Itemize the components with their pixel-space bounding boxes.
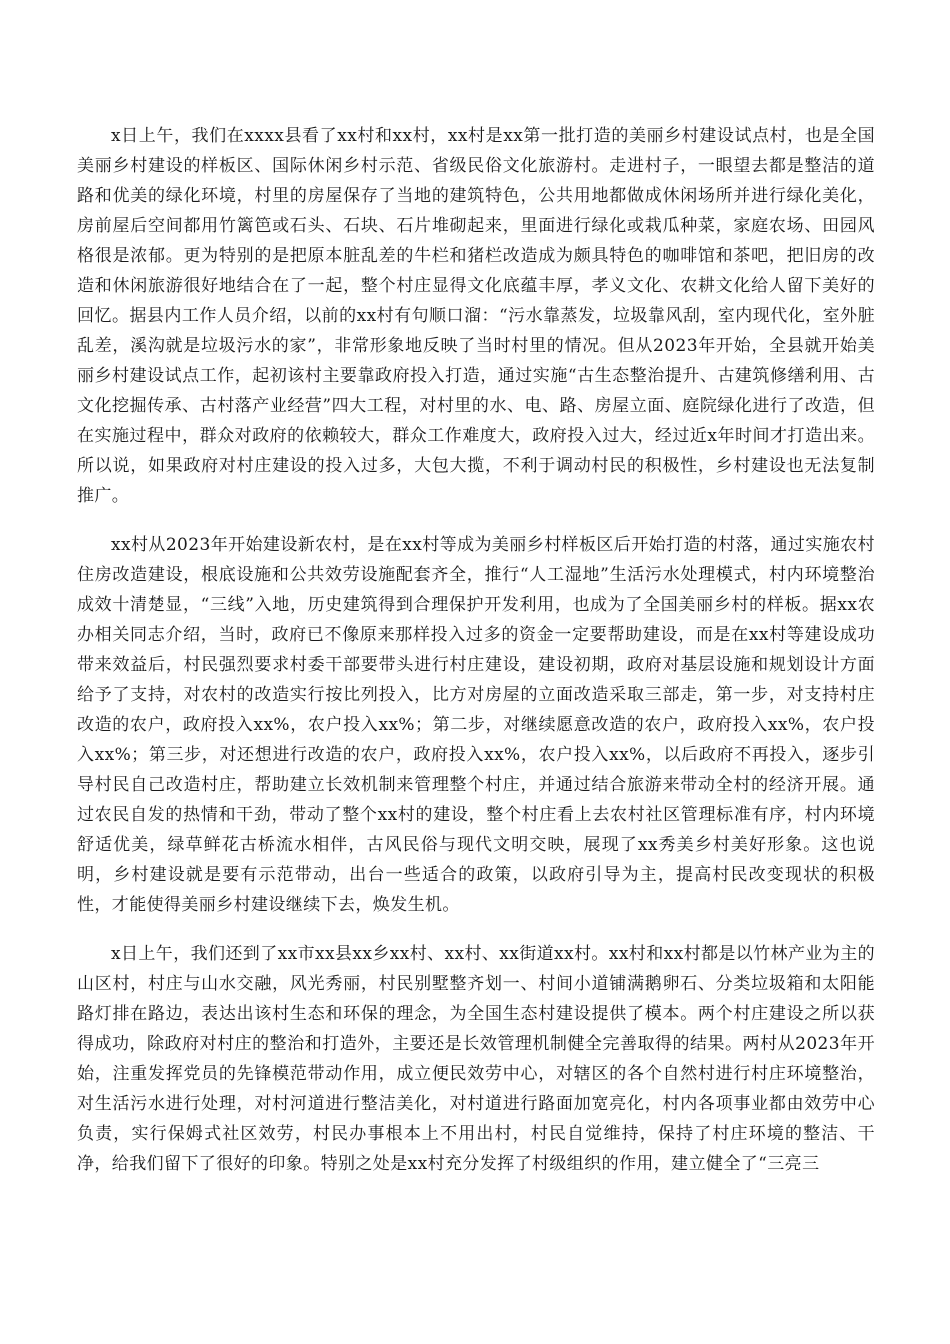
paragraph-1: x日上午，我们在xxxx县看了xx村和xx村，xx村是xx第一批打造的美丽乡村建设试点村，也是全国美丽乡村建设的样板区、国际休闲乡村示范、省级民俗文化旅游村。走进村子，一眼望去都是整洁的道路和优美的绿化环境，村里的房屋保存了当地的建筑特色，公共用地都做成休闲场所并进行绿化美化，房前屋后空间都用竹篱笆或石头、石块、石片堆砌起来，里面进行绿化或栽瓜种菜，家庭农场、田园风格很是浓郁。更为特别的是把原本脏乱差的牛栏和猪栏改造成为颇具特色的咖啡馆和茶吧，把旧房的改造和休闲旅游很好地结合在了一起，整个村庄显得文化底蕴丰厚，孝义文化、农耕文化给人留下美好的回忆。据县内工作人员介绍，以前的xx村有句顺口溜：“污水靠蒸发，垃圾靠风刮，室内现代化，室外脏乱差，溪沟就是垃圾污水的家”，非常形象地反映了当时村里的情况。但从2023年开始，全县就开始美丽乡村建设试点工作，起初该村主要靠政府投入打造，通过实施“古生态整治提升、古建筑修缮利用、古文化挖掘传承、古村落产业经营”四大工程，对村里的水、电、路、房屋立面、庭院绿化进行了改造，但在实施过程中，群众对政府的依赖较大，群众工作难度大，政府投入过大，经过近x年时间才打造出来。所以说，如果政府对村庄建设的投入过多，大包大揽，不利于调动村民的积极性，乡村建设也无法复制推广。 bbox=[77, 126, 875, 506]
paragraph-2: xx村从2023年开始建设新农村，是在xx村等成为美丽乡村样板区后开始打造的村落，通过实施农村住房改造建设，根底设施和公共效劳设施配套齐全，推行“人工湿地”生活污水处理模式，村内环境整治成效十清楚显，“三线”入地，历史建筑得到合理保护开发利用，也成为了全国美丽乡村的样板。据xx农办相关同志介绍，当时，政府已不像原来那样投入过多的资金一定要帮助建设，而是在xx村等建设成功带来效益后，村民强烈要求村委干部要带头进行村庄建设，建设初期，政府对基层设施和规划设计方面给予了支持，对农村的改造实行按比列投入，比方对房屋的立面改造采取三部走，第一步，对支持村庄改造的农户，政府投入xx%，农户投入xx%；第二步，对继续愿意改造的农户，政府投入xx%，农户投入xx%；第三步，对还想进行改造的农户，政府投入xx%，农户投入xx%，以后政府不再投入，逐步引导村民自己改造村庄，帮助建立长效机制来管理整个村庄，并通过结合旅游来带动全村的经济开展。通过农民自发的热情和干劲，带动了整个xx村的建设，整个村庄看上去农村社区管理标准有序，村内环境舒适优美，绿草鲜花古桥流水相伴，古风民俗与现代文明交映，展现了xx秀美乡村美好形象。这也说明，乡村建设就是要有示范带动，出台一些适合的政策，以政府引导为主，提高村民改变现状的积极性，才能使得美丽乡村建设继续下去，焕发生机。 bbox=[77, 535, 875, 915]
document-body bbox=[77, 121, 875, 1198]
paragraph-3: x日上午，我们还到了xx市xx县xx乡xx村、xx村、xx街道xx村。xx村和xx村都是以竹林产业为主的山区村，村庄与山水交融，风光秀丽，村民别墅整齐划一、村间小道铺满鹅卵石、分类垃圾箱和太阳能路灯排在路边，表达出该村生态和环保的理念，为全国生态村建设提供了模本。两个村庄建设之所以获得成功，除政府对村庄的整治和打造外，主要还是长效管理机制健全完善取得的结果。两村从2023年开始，注重发挥党员的先锋模范带动作用，成立便民效劳中心，对辖区的各个自然村进行村庄环境整治，对生活污水进行处理，对村河道进行整洁美化，对村道进行路面加宽亮化，村内各项事业都由效劳中心负责，实行保姆式社区效劳，村民办事根本上不用出村，村民自觉维持，保持了村庄环境的整洁、干净，给我们留下了很好的印象。特别之处是xx村充分发挥了村级组织的作用，建立健全了“三亮三 bbox=[77, 944, 875, 1174]
